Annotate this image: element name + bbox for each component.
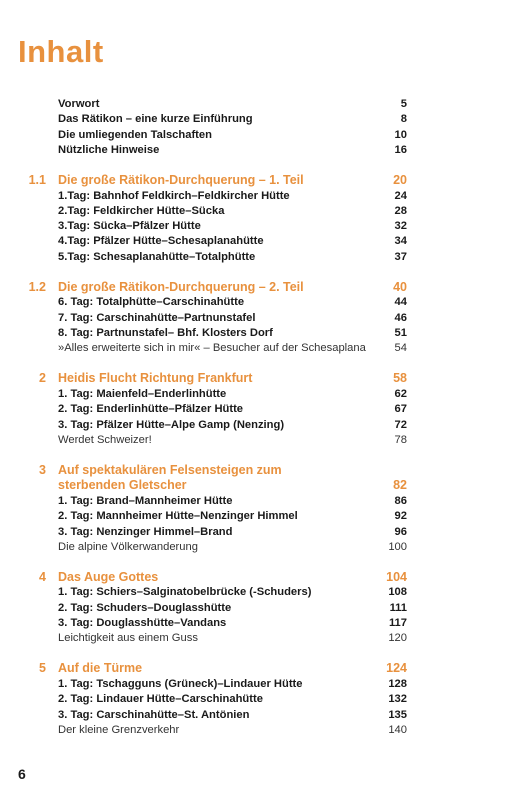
toc-section-number: 4 [39, 569, 46, 584]
toc-entry-title: 3. Tag: Douglasshütte–Vandans [58, 617, 227, 630]
toc-entry[interactable] [0, 402, 531, 417]
toc-entry-title: Die umliegenden Talschaften [58, 128, 212, 141]
toc-entry[interactable] [0, 387, 531, 402]
toc-section-page: 40 [393, 279, 407, 294]
toc-entry-page: 32 [394, 220, 407, 233]
toc-entry-page: 51 [394, 327, 407, 340]
toc-intro [0, 97, 531, 158]
toc-section-heading[interactable] [0, 661, 531, 676]
toc-section [0, 371, 531, 448]
toc-entry-page: 86 [394, 494, 407, 507]
toc-entry[interactable] [0, 219, 531, 234]
table-of-contents [0, 97, 531, 738]
toc-section-title: Die große Rätikon-Durchquerung – 2. Teil [58, 279, 304, 294]
toc-entry-page: 72 [394, 418, 407, 431]
toc-entry-title: 1. Tag: Tschagguns (Grüneck)–Lindauer Hütte [58, 678, 303, 691]
toc-entry-title: 8. Tag: Partnunstafel– Bhf. Klosters Dorf [58, 327, 273, 340]
toc-entry-title: 1. Tag: Maienfeld–Enderlinhütte [58, 388, 227, 401]
toc-entry[interactable] [0, 418, 531, 433]
toc-section-title: Auf die Türme [58, 661, 143, 676]
toc-section [0, 280, 531, 357]
toc-entry[interactable] [0, 601, 531, 616]
toc-entry-page: 132 [388, 693, 407, 706]
toc-section-number: 2 [39, 371, 46, 386]
toc-entry-title: Werdet Schweizer! [58, 433, 152, 446]
toc-entry[interactable] [0, 616, 531, 631]
toc-entry-page: 16 [394, 143, 407, 156]
toc-entry-title: 3.Tag: Sücka–Pfälzer Hütte [58, 220, 201, 233]
toc-entry-title: 1. Tag: Schiers–Salginatobelbrücke (-Schuders) [58, 586, 312, 599]
toc-entry[interactable] [0, 143, 531, 158]
toc-entry-page: 117 [388, 617, 407, 630]
toc-entry-title: »Alles erweiterte sich in mir« – Besucher auf der Schesaplana [58, 342, 366, 355]
toc-section-title: sterbenden Gletscher [58, 478, 187, 493]
toc-entry-page: 78 [394, 433, 407, 446]
toc-entry-page: 46 [394, 311, 407, 324]
toc-entry-page: 100 [388, 540, 407, 553]
toc-entry[interactable] [0, 494, 531, 509]
toc-entry[interactable] [0, 97, 531, 112]
toc-entry-page: 37 [394, 250, 407, 263]
toc-entry-page: 140 [388, 723, 407, 736]
toc-section [0, 570, 531, 647]
toc-section-page: 82 [393, 478, 407, 493]
toc-entry-page: 44 [394, 296, 407, 309]
toc-entry[interactable] [0, 295, 531, 310]
toc-entry[interactable] [0, 128, 531, 143]
toc-entry-page: 67 [394, 403, 407, 416]
toc-section-page: 124 [386, 661, 407, 676]
toc-entry[interactable] [0, 708, 531, 723]
toc-section-title: Heidis Flucht Richtung Frankfurt [58, 371, 253, 386]
toc-section-heading[interactable] [0, 280, 531, 295]
toc-entry-title: 4.Tag: Pfälzer Hütte–Schesaplanahütte [58, 235, 264, 248]
toc-entry-page: 24 [394, 189, 407, 202]
toc-entry-title: Leichtigkeit aus einem Guss [58, 632, 198, 645]
toc-entry-page: 92 [394, 510, 407, 523]
toc-entry-title: Vorwort [58, 98, 100, 110]
page-number: 6 [18, 766, 26, 782]
toc-entry[interactable] [0, 433, 531, 448]
toc-entry-page: 5 [400, 98, 407, 110]
toc-entry[interactable] [0, 204, 531, 219]
toc-entry[interactable] [0, 112, 531, 127]
toc-entry-page: 135 [388, 708, 407, 721]
toc-entry-title: 3. Tag: Pfälzer Hütte–Alpe Gamp (Nenzing) [58, 418, 285, 431]
toc-entry-title: Die alpine Völkerwanderung [58, 540, 198, 553]
toc-entry[interactable] [0, 509, 531, 524]
toc-entry[interactable] [0, 585, 531, 600]
toc-entry-title: 1. Tag: Brand–Mannheimer Hütte [58, 494, 233, 507]
toc-entry-title: 2. Tag: Schuders–Douglasshütte [58, 601, 232, 614]
toc-entry[interactable] [0, 631, 531, 646]
toc-entry[interactable] [0, 540, 531, 555]
toc-section-title: Die große Rätikon-Durchquerung – 1. Teil [58, 172, 304, 187]
toc-entry-title: 3. Tag: Carschinahütte–St. Antönien [58, 708, 250, 721]
toc-section-number: 1.2 [28, 279, 46, 294]
toc-entry-page: 111 [389, 601, 407, 614]
toc-entry-page: 28 [394, 204, 407, 217]
toc-entry-title: 6. Tag: Totalphütte–Carschinahütte [58, 296, 245, 309]
toc-entry[interactable] [0, 677, 531, 692]
toc-entry-page: 128 [388, 678, 407, 691]
toc-section-heading[interactable] [0, 463, 531, 494]
toc-entry[interactable] [0, 525, 531, 540]
toc-entry-title: Nützliche Hinweise [58, 143, 160, 156]
toc-entry[interactable] [0, 189, 531, 204]
toc-entry-page: 120 [388, 632, 407, 645]
toc-section-heading[interactable] [0, 570, 531, 585]
toc-entry[interactable] [0, 723, 531, 738]
toc-entry-page: 96 [394, 525, 407, 538]
toc-entry-page: 10 [394, 128, 407, 141]
toc-section-page: 58 [393, 371, 407, 386]
toc-entry-title: 1.Tag: Bahnhof Feldkirch–Feldkircher Hütte [58, 189, 290, 202]
toc-entry-title: 7. Tag: Carschinahütte–Partnunstafel [58, 311, 256, 324]
toc-entry-title: 2. Tag: Enderlinhütte–Pfälzer Hütte [58, 403, 244, 416]
toc-section-number: 3 [39, 462, 46, 477]
toc-section-heading[interactable] [0, 173, 531, 188]
toc-entry[interactable] [0, 234, 531, 249]
toc-entry-page: 108 [388, 586, 407, 599]
toc-entry[interactable] [0, 311, 531, 326]
toc-section-title: Das Auge Gottes [58, 569, 159, 584]
toc-entry-title: 2.Tag: Feldkircher Hütte–Sücka [58, 204, 225, 217]
toc-entry[interactable] [0, 250, 531, 265]
toc-entry[interactable] [0, 341, 531, 356]
toc-entry-page: 8 [400, 113, 407, 126]
toc-entry-title: 5.Tag: Schesaplanahütte–Totalphütte [58, 250, 256, 263]
toc-entry-page: 54 [394, 342, 407, 355]
page-title: Inhalt [18, 34, 104, 69]
toc-entry-title: 2. Tag: Lindauer Hütte–Carschinahütte [58, 693, 263, 706]
toc-section-page: 20 [393, 172, 407, 187]
toc-entry[interactable] [0, 692, 531, 707]
toc-section [0, 661, 531, 738]
toc-entry-title: Der kleine Grenzverkehr [58, 723, 180, 736]
toc-sections [0, 173, 531, 738]
toc-entry-title: Das Rätikon – eine kurze Einführung [58, 113, 253, 126]
toc-entry[interactable] [0, 326, 531, 341]
toc-entry-page: 34 [394, 235, 407, 248]
toc-entry-title: 3. Tag: Nenzinger Himmel–Brand [58, 525, 233, 538]
toc-section-title: Auf spektakulären Felsensteigen zum [58, 462, 282, 477]
toc-entry-title: 2. Tag: Mannheimer Hütte–Nenzinger Himmel [58, 510, 298, 523]
toc-section-heading[interactable] [0, 371, 531, 386]
toc-section-number: 1.1 [28, 172, 46, 187]
toc-section [0, 173, 531, 265]
toc-section [0, 463, 531, 555]
toc-entry-page: 62 [394, 388, 407, 401]
toc-section-number: 5 [39, 661, 46, 676]
toc-section-page: 104 [386, 569, 407, 584]
